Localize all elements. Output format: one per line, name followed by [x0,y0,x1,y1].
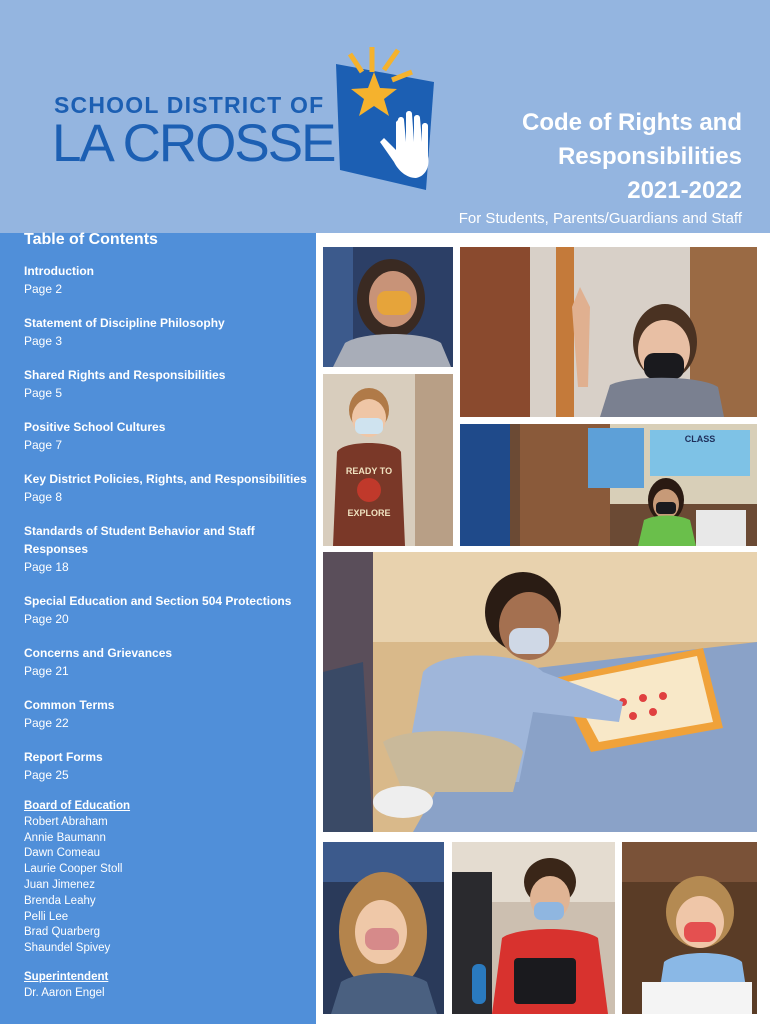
board-member: Shaundel Spivey [24,942,111,955]
toc-item-introduction [24,262,309,298]
board-of-education [24,799,130,957]
toc-item-common-terms [24,696,309,732]
toc-item-title: Standards of Student Behavior and Staff Responses [24,524,255,556]
superintendent-heading: Superintendent [24,971,109,983]
toc-item-page: Page 20 [24,612,69,626]
board-member: Brenda Leahy [24,894,96,907]
toc-item-page: Page 18 [24,560,69,574]
photo-boy-learning-game [323,552,757,832]
toc-item-standards-behavior [24,522,309,576]
toc-item-page: Page 5 [24,386,63,400]
toc-item-page: Page 25 [24,768,69,782]
photo-boy-raising-hand [460,247,757,417]
toc-item-title: Introduction [24,264,94,278]
toc-item-concerns-grievances [24,644,309,680]
toc-item-shared-rights [24,366,309,402]
document-subtitle: For Students, Parents/Guardians and Staff [458,210,742,227]
photo-boy-red-hoodie-tablet [452,842,615,1014]
toc-item-title: Report Forms [24,750,103,764]
photo-girl-yellow-mask [323,247,453,367]
toc-item-page: Page 7 [24,438,63,452]
toc-item-title: Concerns and Grievances [24,646,173,660]
photo-girl-classroom-desk [460,424,757,546]
toc-item-title: Common Terms [24,698,115,712]
board-member: Brad Quarberg [24,926,101,939]
toc-item-report-forms [24,748,309,784]
board-member: Pelli Lee [24,910,69,923]
toc-item-special-education [24,592,309,628]
toc-item-title: Shared Rights and Responsibilities [24,368,226,382]
toc-item-title: Statement of Discipline Philosophy [24,316,225,330]
toc-item-page: Page 21 [24,664,69,678]
photo-girl-writing-red-mask [622,842,757,1014]
logo-text-line2: LA CROSSE [52,114,335,173]
toc-item-page: Page 2 [24,282,63,296]
document-title [522,106,742,208]
toc-item-page: Page 8 [24,490,63,504]
title-line-2: Responsibilities [557,143,742,170]
title-line-1: Code of Rights and [522,109,742,136]
classroom-board-letters: CLASS [684,434,716,444]
board-member: Annie Baumann [24,831,106,844]
board-heading: Board of Education [24,800,131,812]
toc-item-key-policies [24,470,309,506]
shirt-text-line2: EXPLORE [347,508,391,518]
board-member: Robert Abraham [24,815,108,828]
toc-item-discipline-philosophy [24,314,309,350]
toc-item-positive-cultures [24,418,309,454]
toc-list [24,262,309,800]
superintendent-block [24,970,108,1002]
superintendent-name: Dr. Aaron Engel [24,986,105,999]
board-member: Laurie Cooper Stoll [24,863,123,876]
toc-item-title: Special Education and Section 504 Protections [24,594,292,608]
photo-boy-ready-to-explore-shirt [323,374,453,546]
board-member: Juan Jimenez [24,878,95,891]
toc-heading: Table of Contents [24,231,158,248]
toc-item-page: Page 3 [24,334,63,348]
toc-item-page: Page 22 [24,716,69,730]
title-line-3: 2021-2022 [627,177,742,204]
logo-text-line1: SCHOOL DISTRICT OF [54,92,325,118]
star-and-hand-icon [322,42,440,192]
shirt-text-line1: READY TO [345,466,393,476]
board-member: Dawn Comeau [24,847,101,860]
toc-item-title: Positive School Cultures [24,420,166,434]
toc-item-title: Key District Policies, Rights, and Responsibilities [24,472,307,486]
photo-girl-pink-mask [323,842,444,1014]
